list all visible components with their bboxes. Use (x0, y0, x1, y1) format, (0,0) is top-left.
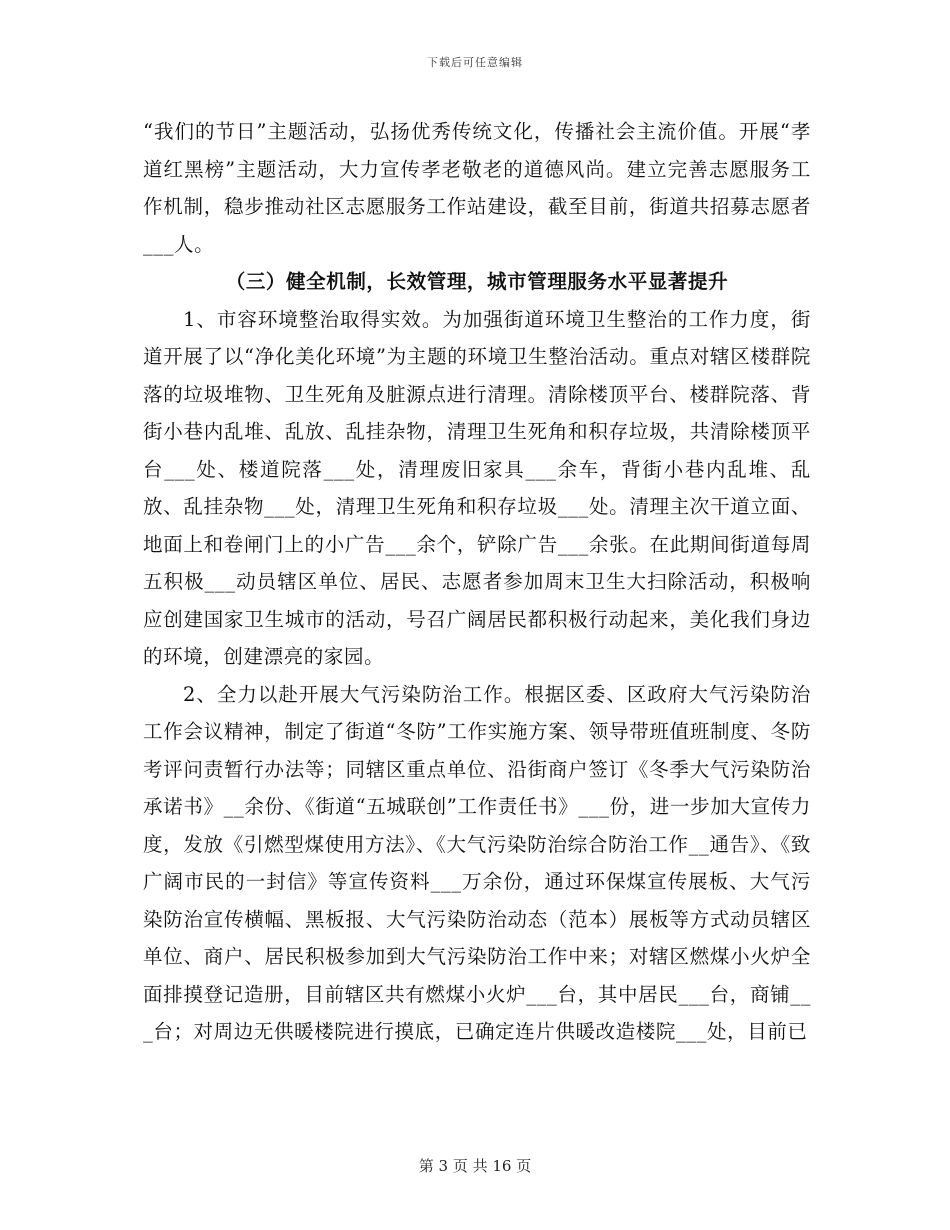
page-header: 下载后可任意编辑 (427, 56, 523, 69)
page-number: 第 3 页 共 16 页 (418, 1157, 532, 1175)
section-heading: （三）健全机制，长效管理，城市管理服务水平显著提升 (225, 270, 729, 293)
paragraph-intro: “我们的节日”主题活动，弘扬优秀传统文化，传播社会主流价值。开展“孝道红黑榜”主题活动，大力宣传孝老敬老的道德风尚。建立完善志愿服务工作机制，稳步推动社区志愿服务工作站建设，截至目前，街道共招募志愿者___人。 (143, 120, 811, 256)
paragraph-air-pollution: 2、全力以赴开展大气污染防治工作。根据区委、区政府大气污染防治工作会议精神，制定了街道“冬防”工作实施方案、领导带班值班制度、冬防考评问责暂行办法等；同辖区重点单位、沿街商户签订《冬季大气污染防治承诺书》__余份、《街道“五城联创”工作责任书》___份，进一步加大宣传力度，发放《引燃型煤使用方法》、《大气污染防治综合防治工作__通告》、《致广阔市民的一封信》等宣传资料___万余份，通过环保煤宣传展板、大气污染防治宣传横幅、黑板报、大气污染防治动态（范本）展板等方式动员辖区单位、商户、居民积极参加到大气污染防治工作中来；对辖区燃煤小火炉全面排摸登记造册，目前辖区共有燃煤小火炉___台，其中居民___台，商铺___台；对周边无供暖楼院进行摸底，已确定连片供暖改造楼院___处，目前已 (143, 682, 811, 1043)
paragraph-environment: 1、市容环境整治取得实效。为加强街道环境卫生整治的工作力度，街道开展了以“净化美化环境”为主题的环境卫生整治活动。重点对辖区楼群院落的垃圾堆物、卫生死角及脏源点进行清理。清除楼顶平台、楼群院落、背街小巷内乱堆、乱放、乱挂杂物，清理卫生死角和积存垃圾，共清除楼顶平台___处、楼道院落___处，清理废旧家具___余车，背街小巷内乱堆、乱放、乱挂杂物___处，清理卫生死角和积存垃圾___处。清理主次干道立面、地面上和卷闸门上的小广告___余个，铲除广告___余张。在此期间街道每周五积极___动员辖区单位、居民、志愿者参加周末卫生大扫除活动，积极响应创建国家卫生城市的活动，号召广阔居民都积极行动起来，美化我们身边的环境，创建漂亮的家园。 (143, 307, 811, 668)
document-body (143, 113, 811, 1051)
